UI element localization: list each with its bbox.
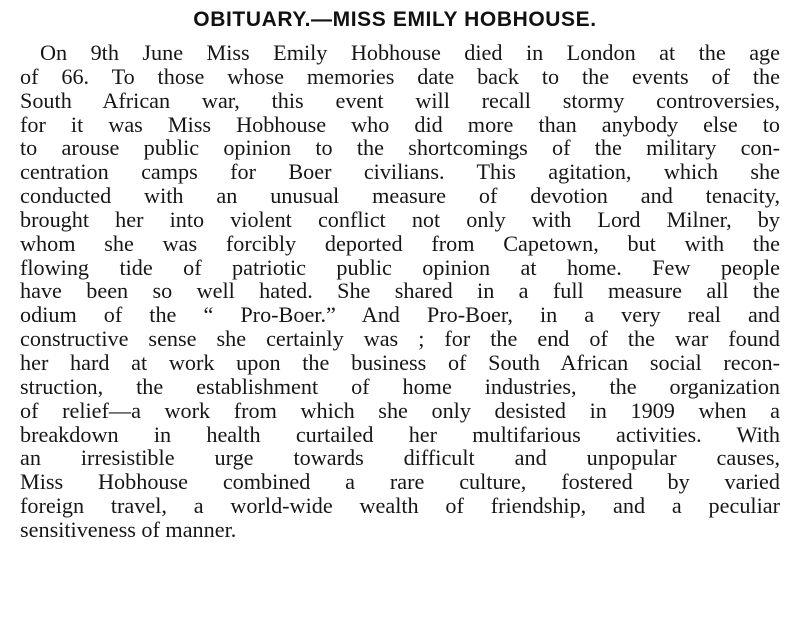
- article-body: [20, 41, 780, 542]
- body-line: conducted with an unusual measure of devotion and tenacity,: [20, 183, 780, 209]
- body-line: Miss Hobhouse combined a rare culture, fostered by varied: [20, 469, 780, 495]
- body-line: odium of the “ Pro-Boer.” And Pro-Boer, in a very real and: [20, 302, 780, 328]
- body-line: constructive sense she certainly was ; for the end of the war found: [20, 326, 780, 352]
- body-line: centration camps for Boer civilians. This agitation, which she: [20, 159, 780, 185]
- body-line: struction, the establishment of home industries, the organization: [20, 373, 780, 399]
- body-line: her hard at work upon the business of South African social recon-: [20, 349, 780, 375]
- body-line: flowing tide of patriotic public opinion at home. Few people: [20, 254, 780, 280]
- body-line: brought her into violent conflict not only with Lord Milner, by: [20, 206, 780, 232]
- body-line-last: sensitiveness of manner.: [20, 516, 237, 542]
- body-line: to arouse public opinion to the shortcomings of the military con-: [20, 135, 780, 161]
- body-line: On 9th June Miss Emily Hobhouse died in London at the age: [40, 40, 780, 65]
- body-line: foreign travel, a world-wide wealth of friendship, and a peculiar: [20, 493, 780, 519]
- body-line: an irresistible urge towards difficult and unpopular causes,: [20, 445, 780, 471]
- article-title: OBITUARY.—MISS EMILY HOBHOUSE.: [193, 8, 597, 31]
- body-line: of relief—a work from which she only desisted in 1909 when a: [20, 397, 780, 423]
- body-line: for it was Miss Hobhouse who did more than anybody else to: [20, 111, 780, 137]
- body-line: of 66. To those whose memories date back to the events of the: [20, 63, 780, 89]
- body-line: whom she was forcibly deported from Capetown, but with the: [20, 230, 780, 256]
- body-line: breakdown in health curtailed her multifarious activities. With: [20, 421, 780, 447]
- body-line: South African war, this event will recall stormy controversies,: [20, 87, 780, 113]
- body-line: have been so well hated. She shared in a full measure all the: [20, 278, 780, 304]
